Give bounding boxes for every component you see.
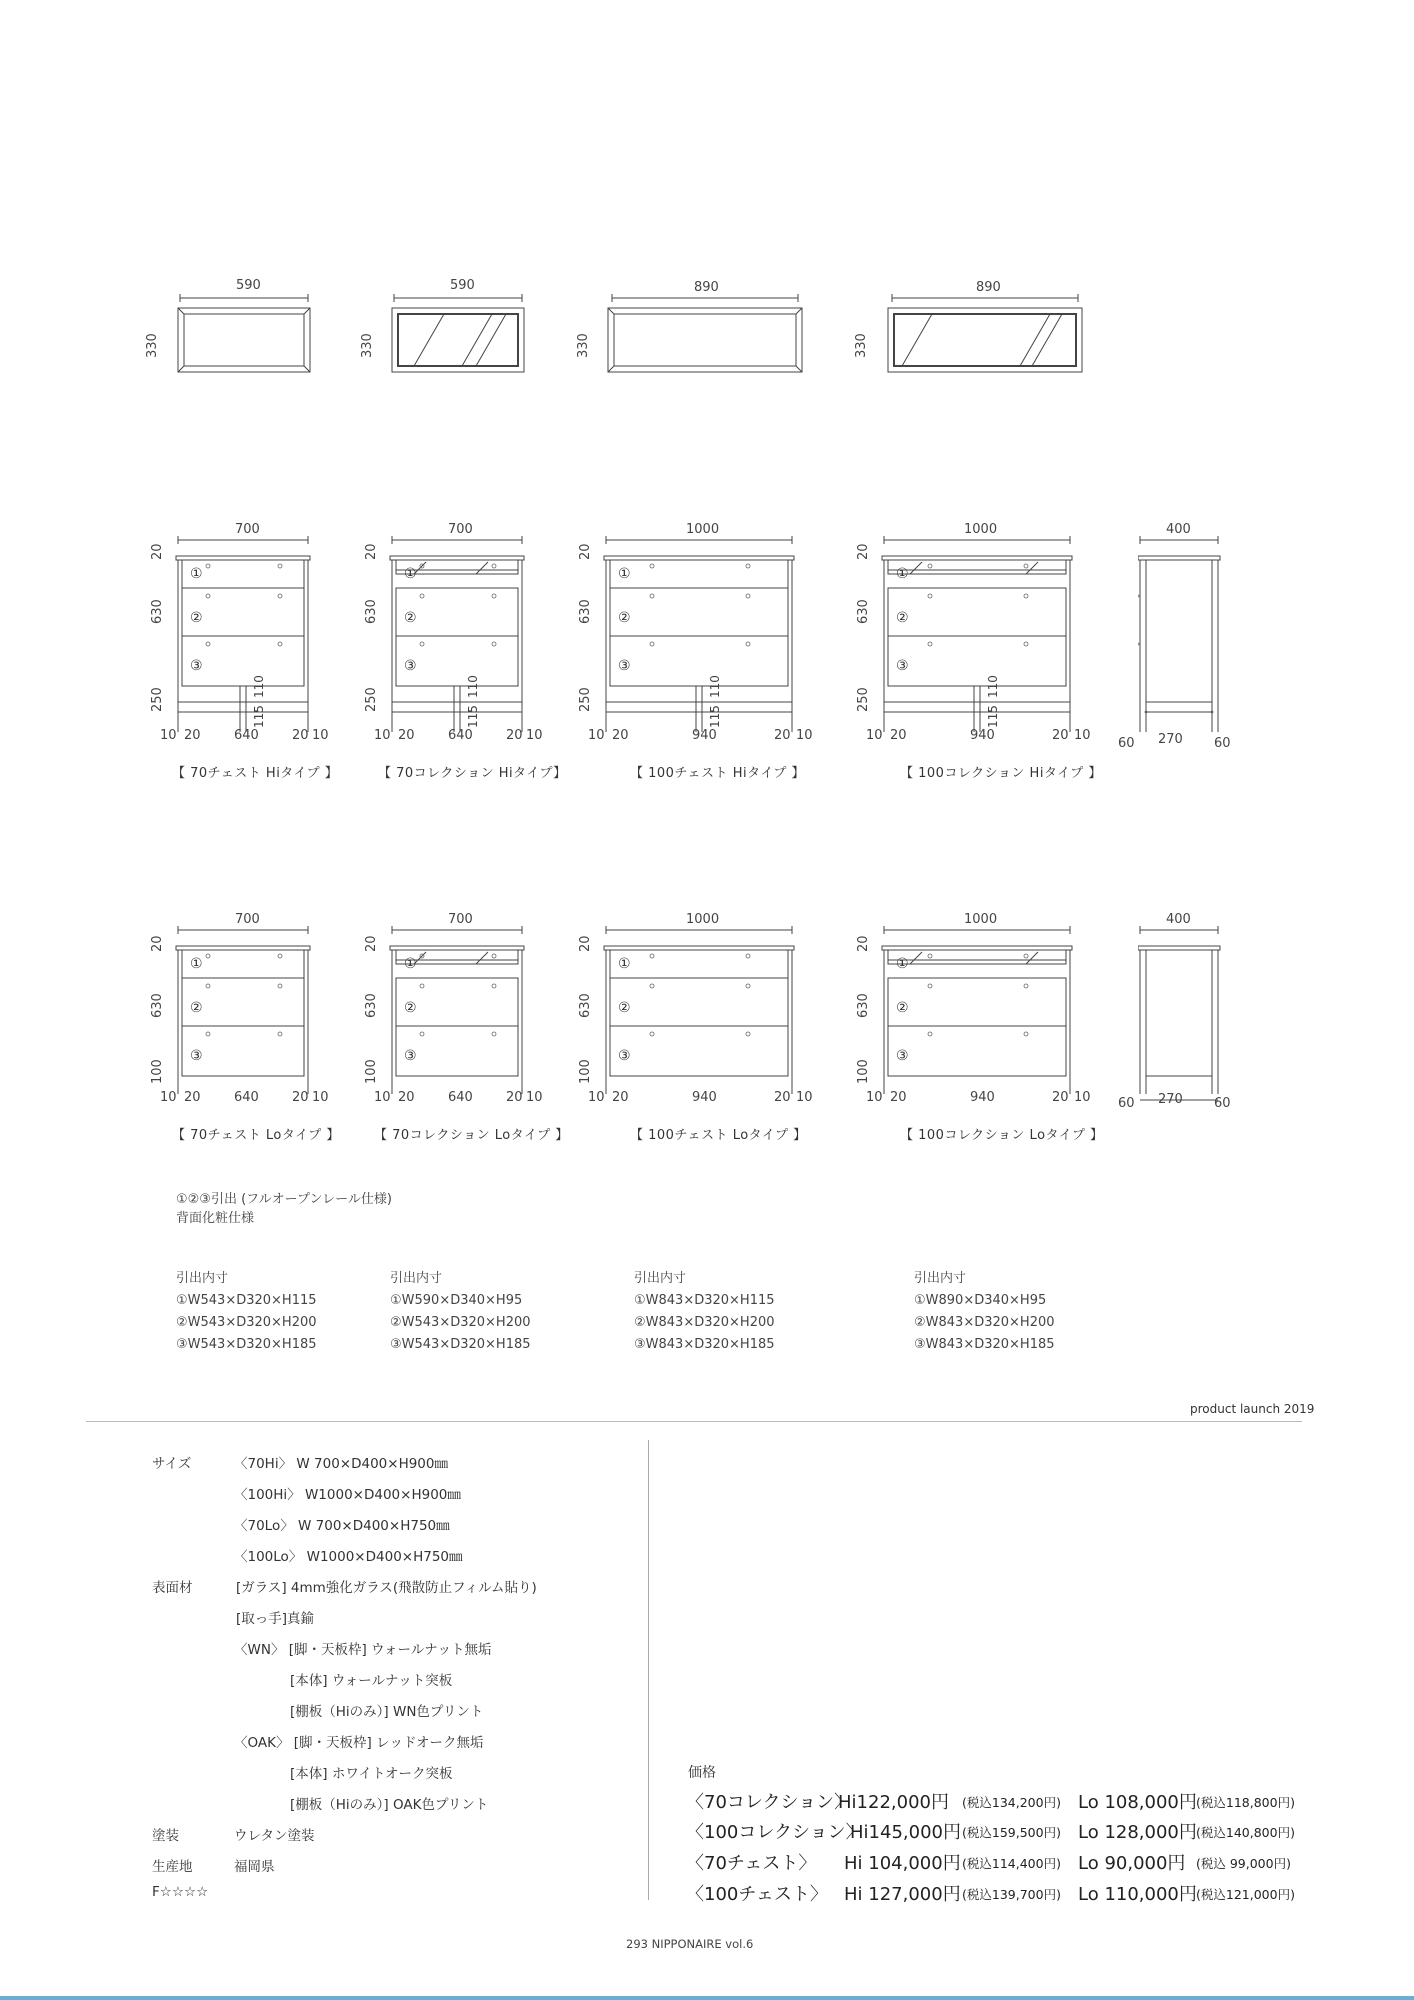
bottom-dim-1: 10 [588,1090,605,1105]
drawer-mark-1: ① [404,566,418,582]
drawer-mark-3: ③ [190,1048,204,1064]
bottom-dim-1: 10 [374,1090,391,1105]
dim-250: 250 [364,687,379,712]
top-width-dim: 700 [448,912,473,927]
drawer-inner-line: ③W543×D320×H185 [390,1337,531,1352]
drawer-mark-2: ② [618,610,632,626]
dim-100: 100 [150,1059,165,1084]
bottom-dim-1: 10 [866,1090,883,1105]
drawer-inner-line: ③W543×D320×H185 [176,1337,317,1352]
bottom-dim-4: 20 [292,1090,309,1105]
price-row-70-collection [686,1788,1295,1814]
drawer-mark-2: ② [190,610,204,626]
spec-origin: 福岡県 [234,1859,275,1875]
bottom-dim-3: 940 [970,1090,995,1105]
side-bottom-dim-1: 60 [1118,1096,1135,1111]
bottom-dim-5: 10 [526,1090,543,1105]
hi-elevation-70-chest [150,510,350,790]
price-lo: Lo 108,000円 [1078,1792,1197,1813]
top-view-3-height: 330 [576,333,591,358]
bottom-dim-4: 20 [506,728,523,743]
price-name: 〈70チェスト〉 [686,1853,817,1874]
section-divider [86,1421,1302,1422]
dim-250: 250 [578,687,593,712]
drawer-inner-title: 引出内寸 [176,1271,229,1286]
hi-elevation-100-collection [856,510,1106,790]
spec-size-100lo: 〈100Lo〉 W1000×D400×H750㎜ [234,1549,463,1565]
dim-top-20: 20 [578,935,593,952]
bottom-dim-2: 20 [184,1090,201,1105]
spec-size-70lo: 〈70Lo〉 W 700×D400×H750㎜ [234,1518,450,1534]
drawer-mark-3: ③ [896,658,910,674]
drawer-inner-line: ②W543×D320×H200 [390,1315,531,1330]
bottom-dim-1: 10 [866,728,883,743]
top-view-section [0,0,1414,420]
bottom-dim-5: 10 [796,728,813,743]
lo-elevation-100-collection [856,900,1106,1150]
side-bottom-dim-2: 270 [1158,1092,1183,1107]
top-view-1-height: 330 [145,333,160,358]
spec-surface-wn-shelf: [棚板（Hiのみ）] WN色プリント [290,1704,484,1720]
top-width-dim: 700 [448,522,473,537]
spec-size-70hi: 〈70Hi〉 W 700×D400×H900㎜ [234,1456,448,1472]
top-view-3-drawing [600,290,810,390]
drawer-inner-block-1 [176,1268,317,1356]
bottom-dim-3: 940 [692,1090,717,1105]
bottom-dim-2: 20 [184,728,201,743]
price-row-100-collection [686,1818,1295,1844]
bottom-dim-3: 940 [692,728,717,743]
spec-fstar: F☆☆☆☆ [152,1884,209,1900]
price-hi-tax: (税込159,500円) [962,1825,1061,1840]
hi-elevation-70-collection [364,510,567,790]
lo-side-view [1118,900,1238,1150]
lo-elevation-100-chest [578,900,828,1150]
dim-shelf: 110 [708,675,722,698]
bottom-edge-bar [0,1996,1414,2000]
dim-top-20: 20 [150,935,165,952]
dim-top-20: 20 [364,543,379,560]
bottom-dim-4: 20 [292,728,309,743]
price-name: 〈100コレクション〉 [686,1822,864,1843]
drawer-inner-line: ①W543×D320×H115 [176,1293,317,1308]
bottom-dim-1: 10 [588,728,605,743]
drawer-mark-2: ② [404,610,418,626]
price-row-100-chest [686,1880,1295,1906]
bottom-dim-5: 10 [1074,728,1091,743]
type-caption: 【 100チェスト Hiタイプ 】 [630,766,806,781]
hi-elevation-100-chest [578,510,828,790]
dim-630: 630 [578,599,593,624]
dim-leg: 115 [466,705,480,728]
spec-surface-wn-body: [本体] ウォールナット突板 [290,1673,453,1689]
side-drawing [1138,926,1238,1106]
product-launch-label: product launch 2019 [1190,1402,1315,1416]
type-caption: 【 100チェスト Loタイプ 】 [630,1128,807,1143]
dim-leg: 115 [708,705,722,728]
drawer-inner-title: 引出内寸 [634,1271,687,1286]
drawer-mark-1: ① [190,566,204,582]
price-hi-tax: (税込134,200円) [962,1795,1061,1810]
dim-top-20: 20 [856,543,871,560]
drawer-mark-3: ③ [618,1048,632,1064]
price-hi: Hi145,000円 [850,1822,961,1843]
spec-paint: ウレタン塗装 [234,1828,315,1844]
price-hi-tax: (税込139,700円) [962,1887,1061,1902]
drawer-inner-line: ③W843×D320×H185 [914,1337,1055,1352]
spec-size-label: サイズ [152,1456,192,1472]
top-width-dim: 1000 [964,912,998,927]
drawer-mark-2: ② [404,1000,418,1016]
type-caption: 【 70チェスト Loタイプ 】 [172,1128,340,1143]
dim-100: 100 [578,1059,593,1084]
price-row-70-chest [686,1849,1291,1875]
dim-shelf: 110 [252,675,266,698]
price-hi: Hi 127,000円 [844,1884,961,1905]
drawer-mark-3: ③ [404,658,418,674]
bottom-dim-4: 20 [1052,728,1069,743]
price-hi-tax: (税込114,400円) [962,1856,1061,1871]
dim-top-20: 20 [578,543,593,560]
dim-100: 100 [364,1059,379,1084]
top-view-1-width: 590 [236,278,261,293]
drawer-inner-line: ①W843×D320×H115 [634,1293,775,1308]
bottom-dim-2: 20 [612,1090,629,1105]
side-bottom-dim-3: 60 [1214,736,1231,751]
bottom-dim-1: 10 [160,1090,177,1105]
top-view-4-drawing [880,290,1090,390]
drawer-mark-3: ③ [190,658,204,674]
spec-surface-glass: [ガラス] 4mm強化ガラス(飛散防止フィルム貼り) [236,1580,537,1596]
type-caption: 【 70コレクション Hiタイプ】 [378,766,567,781]
price-lo-tax: (税込 99,000円) [1196,1856,1291,1871]
note-line-1: ①②③引出 (フルオープンレール仕様) [176,1192,392,1207]
dim-630: 630 [150,599,165,624]
dim-630: 630 [364,599,379,624]
column-divider [648,1440,649,1900]
drawer-mark-2: ② [896,610,910,626]
dim-leg: 115 [986,705,1000,728]
dim-630: 630 [856,599,871,624]
drawer-mark-1: ① [190,956,204,972]
dim-630: 630 [578,993,593,1018]
dim-top-20: 20 [856,935,871,952]
side-bottom-dim-2: 270 [1158,732,1183,747]
price-label: 価格 [688,1765,716,1781]
price-lo-tax: (税込118,800円) [1196,1795,1295,1810]
bottom-dim-4: 20 [506,1090,523,1105]
hi-type-section [0,510,1414,790]
dim-100: 100 [856,1059,871,1084]
lo-elevation-70-chest [150,900,350,1150]
bottom-dim-5: 10 [1074,1090,1091,1105]
drawer-mark-3: ③ [404,1048,418,1064]
top-view-1-drawing [170,290,320,390]
drawer-inner-title: 引出内寸 [390,1271,443,1286]
drawer-mark-1: ① [896,956,910,972]
price-hi: Hi 104,000円 [844,1853,961,1874]
drawer-mark-2: ② [618,1000,632,1016]
drawer-mark-1: ① [404,956,418,972]
dim-top-20: 20 [364,935,379,952]
drawer-mark-1: ① [618,956,632,972]
bottom-dim-2: 20 [612,728,629,743]
price-lo: Lo 128,000円 [1078,1822,1197,1843]
spec-origin-label: 生産地 [152,1859,193,1875]
bottom-dim-2: 20 [890,1090,907,1105]
dim-630: 630 [856,993,871,1018]
hi-side-view [1118,510,1238,790]
type-caption: 【 100コレクション Hiタイプ 】 [900,766,1102,781]
spec-surface-label: 表面材 [152,1580,193,1596]
bottom-dim-4: 20 [774,728,791,743]
top-view-2-height: 330 [360,333,375,358]
dim-leg: 115 [252,705,266,728]
bottom-dim-4: 20 [774,1090,791,1105]
top-view-2-width: 590 [450,278,475,293]
bottom-dim-3: 940 [970,728,995,743]
top-width-dim: 700 [235,522,260,537]
bottom-dim-2: 20 [890,728,907,743]
drawer-inner-line: ①W590×D340×H95 [390,1293,523,1308]
drawer-mark-2: ② [896,1000,910,1016]
side-top-dim: 400 [1166,522,1191,537]
lo-elevation-70-collection [364,900,569,1150]
drawer-inner-title: 引出内寸 [914,1271,967,1286]
dim-250: 250 [856,687,871,712]
price-hi: Hi122,000円 [838,1792,949,1813]
bottom-dim-5: 10 [312,728,329,743]
bottom-dim-2: 20 [398,1090,415,1105]
note-line-2: 背面化粧仕様 [176,1211,255,1226]
bottom-dim-5: 10 [312,1090,329,1105]
drawer-mark-3: ③ [618,658,632,674]
type-caption: 【 70チェスト Hiタイプ 】 [172,766,339,781]
bottom-dim-2: 20 [398,728,415,743]
top-width-dim: 1000 [686,522,720,537]
spec-surface-oak-shelf: [棚板（Hiのみ）] OAK色プリント [290,1797,489,1813]
spec-surface-oak-frame: 〈OAK〉 [脚・天板枠] レッドオーク無垢 [234,1735,484,1751]
bottom-dim-3: 640 [234,1090,259,1105]
dim-250: 250 [150,687,165,712]
bottom-dim-5: 10 [526,728,543,743]
top-view-4-height: 330 [854,333,869,358]
side-bottom-dim-3: 60 [1214,1096,1231,1111]
bottom-dim-1: 10 [160,728,177,743]
top-width-dim: 1000 [686,912,720,927]
top-width-dim: 700 [235,912,260,927]
drawer-inner-line: ②W843×D320×H200 [634,1315,775,1330]
drawer-mark-2: ② [190,1000,204,1016]
drawer-notes [176,1190,392,1228]
spec-paint-label: 塗装 [152,1828,179,1844]
drawer-inner-line: ③W843×D320×H185 [634,1337,775,1352]
dim-shelf: 110 [466,675,480,698]
dim-630: 630 [364,993,379,1018]
top-view-2-drawing [384,290,534,390]
type-caption: 【 70コレクション Loタイプ 】 [374,1128,569,1143]
dim-top-20: 20 [150,543,165,560]
drawer-mark-3: ③ [896,1048,910,1064]
dim-shelf: 110 [986,675,1000,698]
bottom-dim-3: 640 [448,1090,473,1105]
drawer-inner-line: ②W543×D320×H200 [176,1315,317,1330]
dim-630: 630 [150,993,165,1018]
price-lo-tax: (税込121,000円) [1196,1887,1295,1902]
price-name: 〈70コレクション〉 [686,1792,853,1813]
top-view-4-width: 890 [976,280,1001,295]
side-drawing [1138,536,1238,746]
bottom-dim-3: 640 [448,728,473,743]
spec-surface-wn-frame: 〈WN〉 [脚・天板枠] ウォールナット無垢 [234,1642,492,1658]
price-lo: Lo 90,000円 [1078,1853,1186,1874]
top-view-3-width: 890 [694,280,719,295]
spec-size-100hi: 〈100Hi〉 W1000×D400×H900㎜ [234,1487,461,1503]
price-lo: Lo 110,000円 [1078,1884,1197,1905]
drawer-inner-line: ②W843×D320×H200 [914,1315,1055,1330]
lo-type-section [0,900,1414,1150]
top-width-dim: 1000 [964,522,998,537]
bottom-dim-3: 640 [234,728,259,743]
drawer-inner-block-4 [914,1268,1055,1356]
drawer-inner-block-3 [634,1268,775,1356]
spec-surface-oak-body: [本体] ホワイトオーク突板 [290,1766,453,1782]
price-name: 〈100チェスト〉 [686,1884,828,1905]
drawer-mark-1: ① [618,566,632,582]
drawer-inner-block-2 [390,1268,531,1356]
price-lo-tax: (税込140,800円) [1196,1825,1295,1840]
drawer-inner-line: ①W890×D340×H95 [914,1293,1047,1308]
side-top-dim: 400 [1166,912,1191,927]
bottom-dim-4: 20 [1052,1090,1069,1105]
spec-surface-handle: [取っ手]真鍮 [236,1611,315,1627]
bottom-dim-1: 10 [374,728,391,743]
type-caption: 【 100コレクション Loタイプ 】 [900,1128,1104,1143]
side-bottom-dim-1: 60 [1118,736,1135,751]
bottom-dim-5: 10 [796,1090,813,1105]
page-footer: 293 NIPPONAIRE vol.6 [626,1937,754,1951]
drawer-mark-1: ① [896,566,910,582]
